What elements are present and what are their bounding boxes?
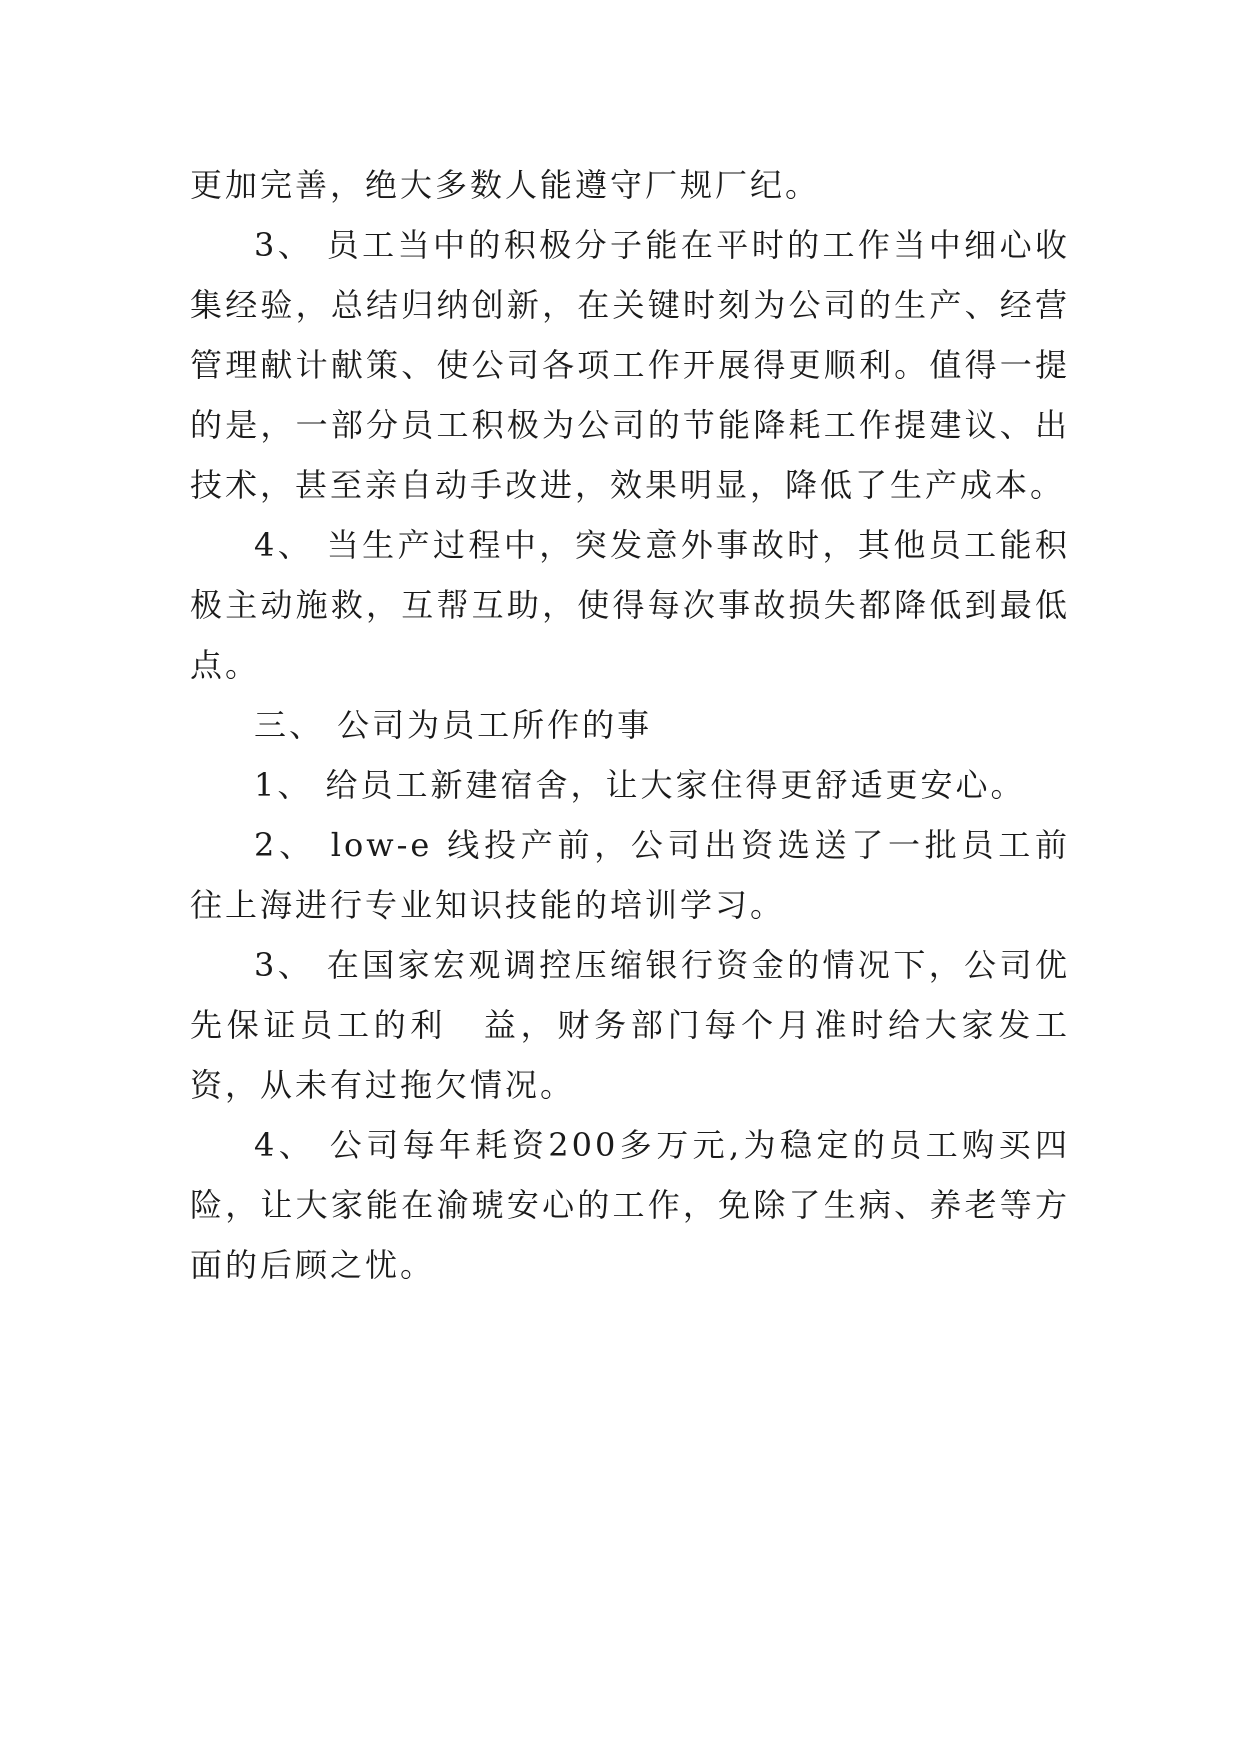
paragraph-item-3-wages: 3、 在国家宏观调控压缩银行资金的情况下，公司优先保证员工的利 益，财务部门每个月准时给大家发工资，从未有过拖欠情况。 bbox=[190, 946, 1070, 1104]
paragraph-item-1-dormitory: 1、 给员工新建宿舍，让大家住得更舒适更安心。 bbox=[254, 766, 1026, 804]
section-heading-company-for-employees: 三、 公司为员工所作的事 bbox=[254, 706, 653, 744]
paragraph-item-4-accidents: 4、 当生产过程中，突发意外事故时，其他员工能积极主动施救，互帮互助，使得每次事故损失都降低到最低点。 bbox=[190, 526, 1070, 684]
document-body bbox=[190, 155, 1070, 1295]
paragraph-continuation: 更加完善，绝大多数人能遵守厂规厂纪。 bbox=[190, 166, 821, 204]
paragraph-item-2-training: 2、 low-e 线投产前，公司出资选送了一批员工前往上海进行专业知识技能的培训学习。 bbox=[190, 826, 1070, 924]
paragraph-item-4-insurance: 4、 公司每年耗资200多万元,为稳定的员工购买四险，让大家能在渝琥安心的工作，免除了生病、养老等方面的后顾之忧。 bbox=[190, 1126, 1070, 1284]
paragraph-item-3-activists: 3、 员工当中的积极分子能在平时的工作当中细心收集经验，总结归纳创新，在关键时刻为公司的生产、经营管理献计献策、使公司各项工作开展得更顺利。值得一提的是，一部分员工积极为公司的节能降耗工作提建议、出技术，甚至亲自动手改进，效果明显，降低了生产成本。 bbox=[190, 226, 1070, 504]
